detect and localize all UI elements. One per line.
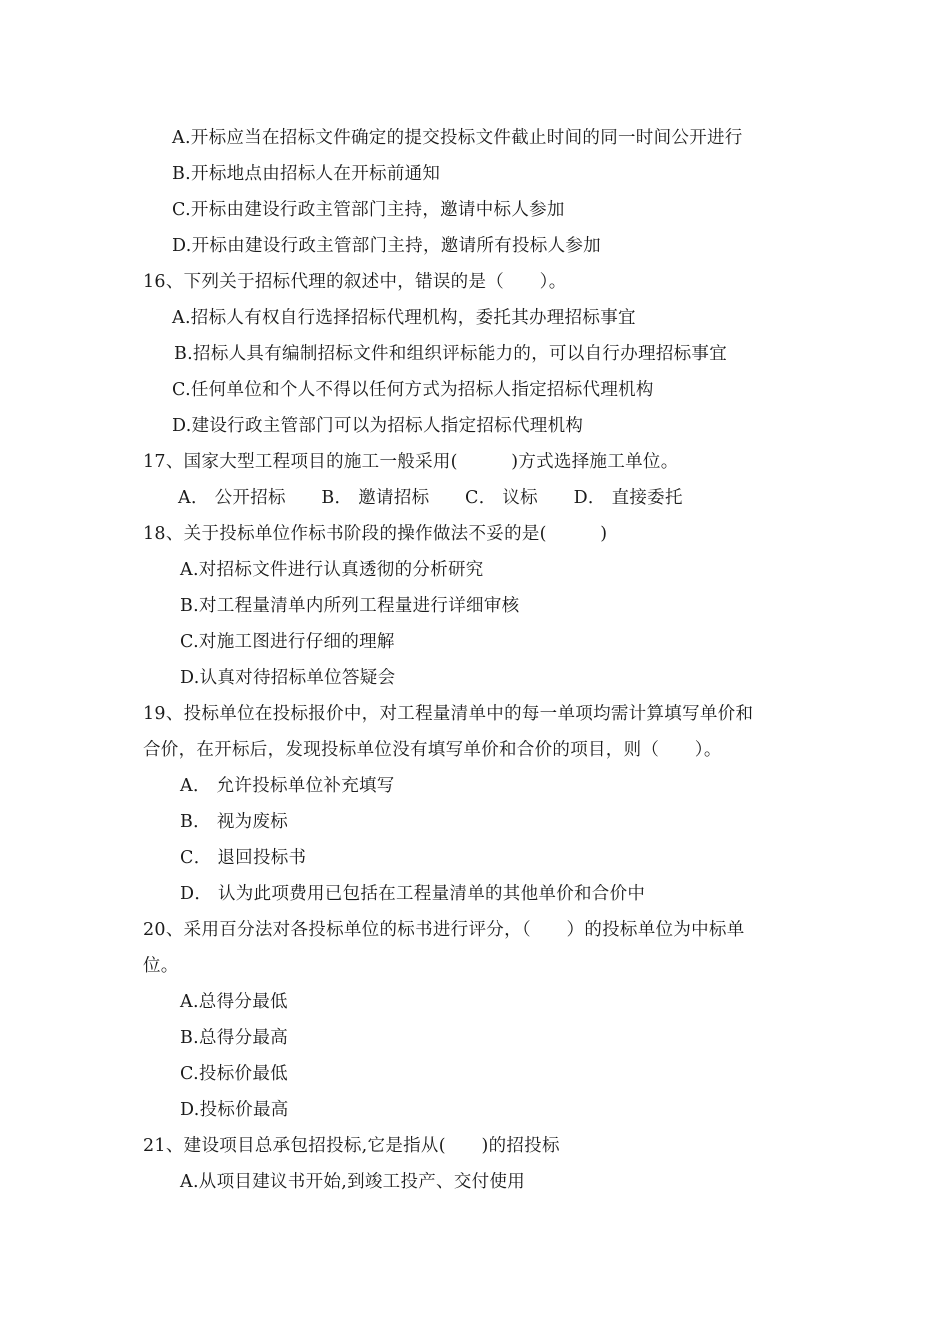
q19-stem-line1: 19、投标单位在投标报价中，对工程量清单中的每一单项均需计算填写单价和 (143, 704, 754, 724)
q18-option-c: C.对施工图进行仔细的理解 (180, 632, 395, 652)
q19-option-c: C． 退回投标书 (180, 848, 307, 868)
q15-option-a: A.开标应当在招标文件确定的提交投标文件截止时间的同一时间公开进行 (172, 128, 743, 148)
q18-stem: 18、关于投标单位作标书阶段的操作做法不妥的是( ) (143, 524, 608, 544)
q16-option-a: A.招标人有权自行选择招标代理机构，委托其办理招标事宜 (172, 308, 636, 328)
q18-option-a: A.对招标文件进行认真透彻的分析研究 (180, 560, 484, 580)
q16-option-d: D.建设行政主管部门可以为招标人指定招标代理机构 (172, 416, 584, 436)
q19-stem-line2: 合价，在开标后，发现投标单位没有填写单价和合价的项目，则（ ）。 (143, 740, 722, 760)
q16-option-b: B.招标人具有编制招标文件和组织评标能力的，可以自行办理招标事宜 (174, 344, 728, 364)
q20-option-a: A.总得分最低 (180, 992, 288, 1012)
q15-option-c: C.开标由建设行政主管部门主持，邀请中标人参加 (172, 200, 565, 220)
q20-stem-line1: 20、采用百分法对各投标单位的标书进行评分，（ ）的投标单位为中标单 (143, 920, 745, 940)
q20-option-d: D.投标价最高 (180, 1100, 289, 1120)
q15-option-b: B.开标地点由招标人在开标前通知 (172, 164, 441, 184)
q19-option-a: A． 允许投标单位补充填写 (180, 776, 395, 796)
q18-option-b: B.对工程量清单内所列工程量进行详细审核 (180, 596, 520, 616)
q20-option-c: C.投标价最低 (180, 1064, 288, 1084)
q19-option-b: B． 视为废标 (180, 812, 289, 832)
q20-option-b: B.总得分最高 (180, 1028, 289, 1048)
q20-stem-line2: 位。 (143, 956, 179, 976)
q15-option-d: D.开标由建设行政主管部门主持，邀请所有投标人参加 (172, 236, 601, 256)
q18-option-d: D.认真对待招标单位答疑会 (180, 668, 396, 688)
q21-stem: 21、建设项目总承包招投标,它是指从( )的招投标 (143, 1136, 560, 1156)
q19-option-d: D． 认为此项费用已包括在工程量清单的其他单价和合价中 (180, 884, 646, 904)
q21-option-a: A.从项目建议书开始,到竣工投产、交付使用 (180, 1172, 526, 1192)
q16-option-c: C.任何单位和个人不得以任何方式为招标人指定招标代理机构 (172, 380, 654, 400)
q16-stem: 16、下列关于招标代理的叙述中，错误的是（ ）。 (143, 272, 567, 292)
q17-stem: 17、国家大型工程项目的施工一般采用( )方式选择施工单位。 (143, 452, 679, 472)
q17-options: A． 公开招标 B． 邀请招标 C． 议标 D． 直接委托 (178, 488, 683, 508)
